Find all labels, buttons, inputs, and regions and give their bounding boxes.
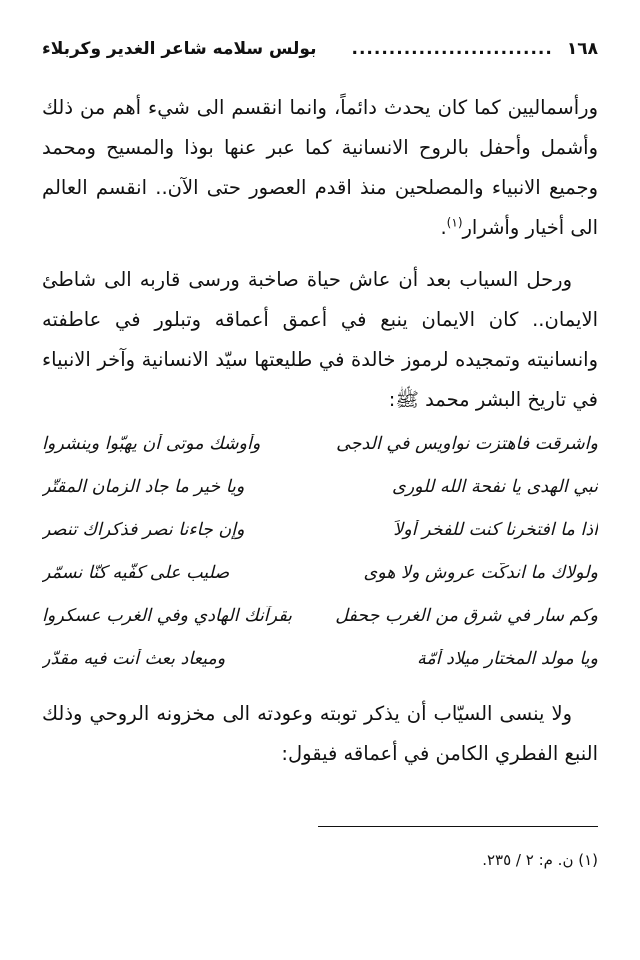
verse-second-hemistich: وإن جاءنا نصر فذكراك تنصر [42,519,245,540]
paragraph-1-text: ورأسماليين كما كان يحدث دائماً، وانما انقسم الى شيء أهم من ذلك وأشمل وأحفل بالروح الانسانية كما عبر عنها بوذا والمسيح ومحمد وجميع الانبياء والمصلحين منذ اقدم العصور حتى الآن.. انقسم العالم الى أخيار وأشرار [42,96,598,239]
poem-verse [42,637,598,680]
running-header [42,36,598,62]
verse-second-hemistich: ويا خير ما جاد الزمان المقتّر [42,476,245,497]
footnote-divider [318,826,598,827]
poem-verse [42,465,598,508]
verse-second-hemistich: صليب على كفّيه كنّا نسمّر [42,562,230,583]
paragraph-2: ورحل السياب بعد أن عاش حياة صاخبة ورسى قاربه الى شاطئ الايمان.. كان الايمان ينبع في أعمق أعماقه وتبلور في عاطفته وانسانيته وتمجيده لرموز خالدة في طليعتها سيّد الانسانية وآخر الانبياء في تاريخ البشر محمد ﷺ: [42,268,598,411]
poem-verse [42,508,598,551]
poem [42,422,598,680]
poem-verse [42,551,598,594]
page-number: ١٦٨ [566,39,598,59]
paragraph-1 [42,88,598,248]
paragraph-1-end: . [440,216,447,239]
verse-first-hemistich: ويا مولد المختار ميلاد أمّة [416,648,598,669]
verse-first-hemistich: وكم سار في شرق من الغرب جحفل [335,605,598,626]
poem-verse [42,594,598,637]
verse-second-hemistich: بقرآنك الهادي وفي الغرب عسكروا [42,605,293,626]
verse-second-hemistich: وأوشك موتى أن يهبّوا وينشروا [42,433,261,454]
paragraph-3: ولا ينسى السيّاب أن يذكر توبته وعودته الى مخزونه الروحي وذلك النبع الفطري الكامن في أعماقه فيقول: [42,702,598,765]
verse-first-hemistich: نبي الهدى يا نفحة الله للورى [392,476,598,497]
footnote-reference: (١) [446,215,463,230]
verse-first-hemistich: ولولاك ما اندكّت عروش ولا هوى [363,562,598,583]
closing-text [42,694,598,774]
header-dot-leader: ........................... [351,39,553,59]
verse-first-hemistich: واشرقت فاهتزت نواويس في الدجى [336,433,598,454]
poem-verse [42,422,598,465]
header-title: بولس سلامه شاعر الغدير وكربلاء [42,39,317,59]
verse-second-hemistich: وميعاد بعث أنت فيه مقدّر [42,648,226,669]
body-text [42,88,598,420]
verse-first-hemistich: اذا ما افتخرنا كنت للفخر أولاً [393,519,598,540]
footnote: (١) ن. م: ٢ / ٢٣٥. [482,851,598,869]
